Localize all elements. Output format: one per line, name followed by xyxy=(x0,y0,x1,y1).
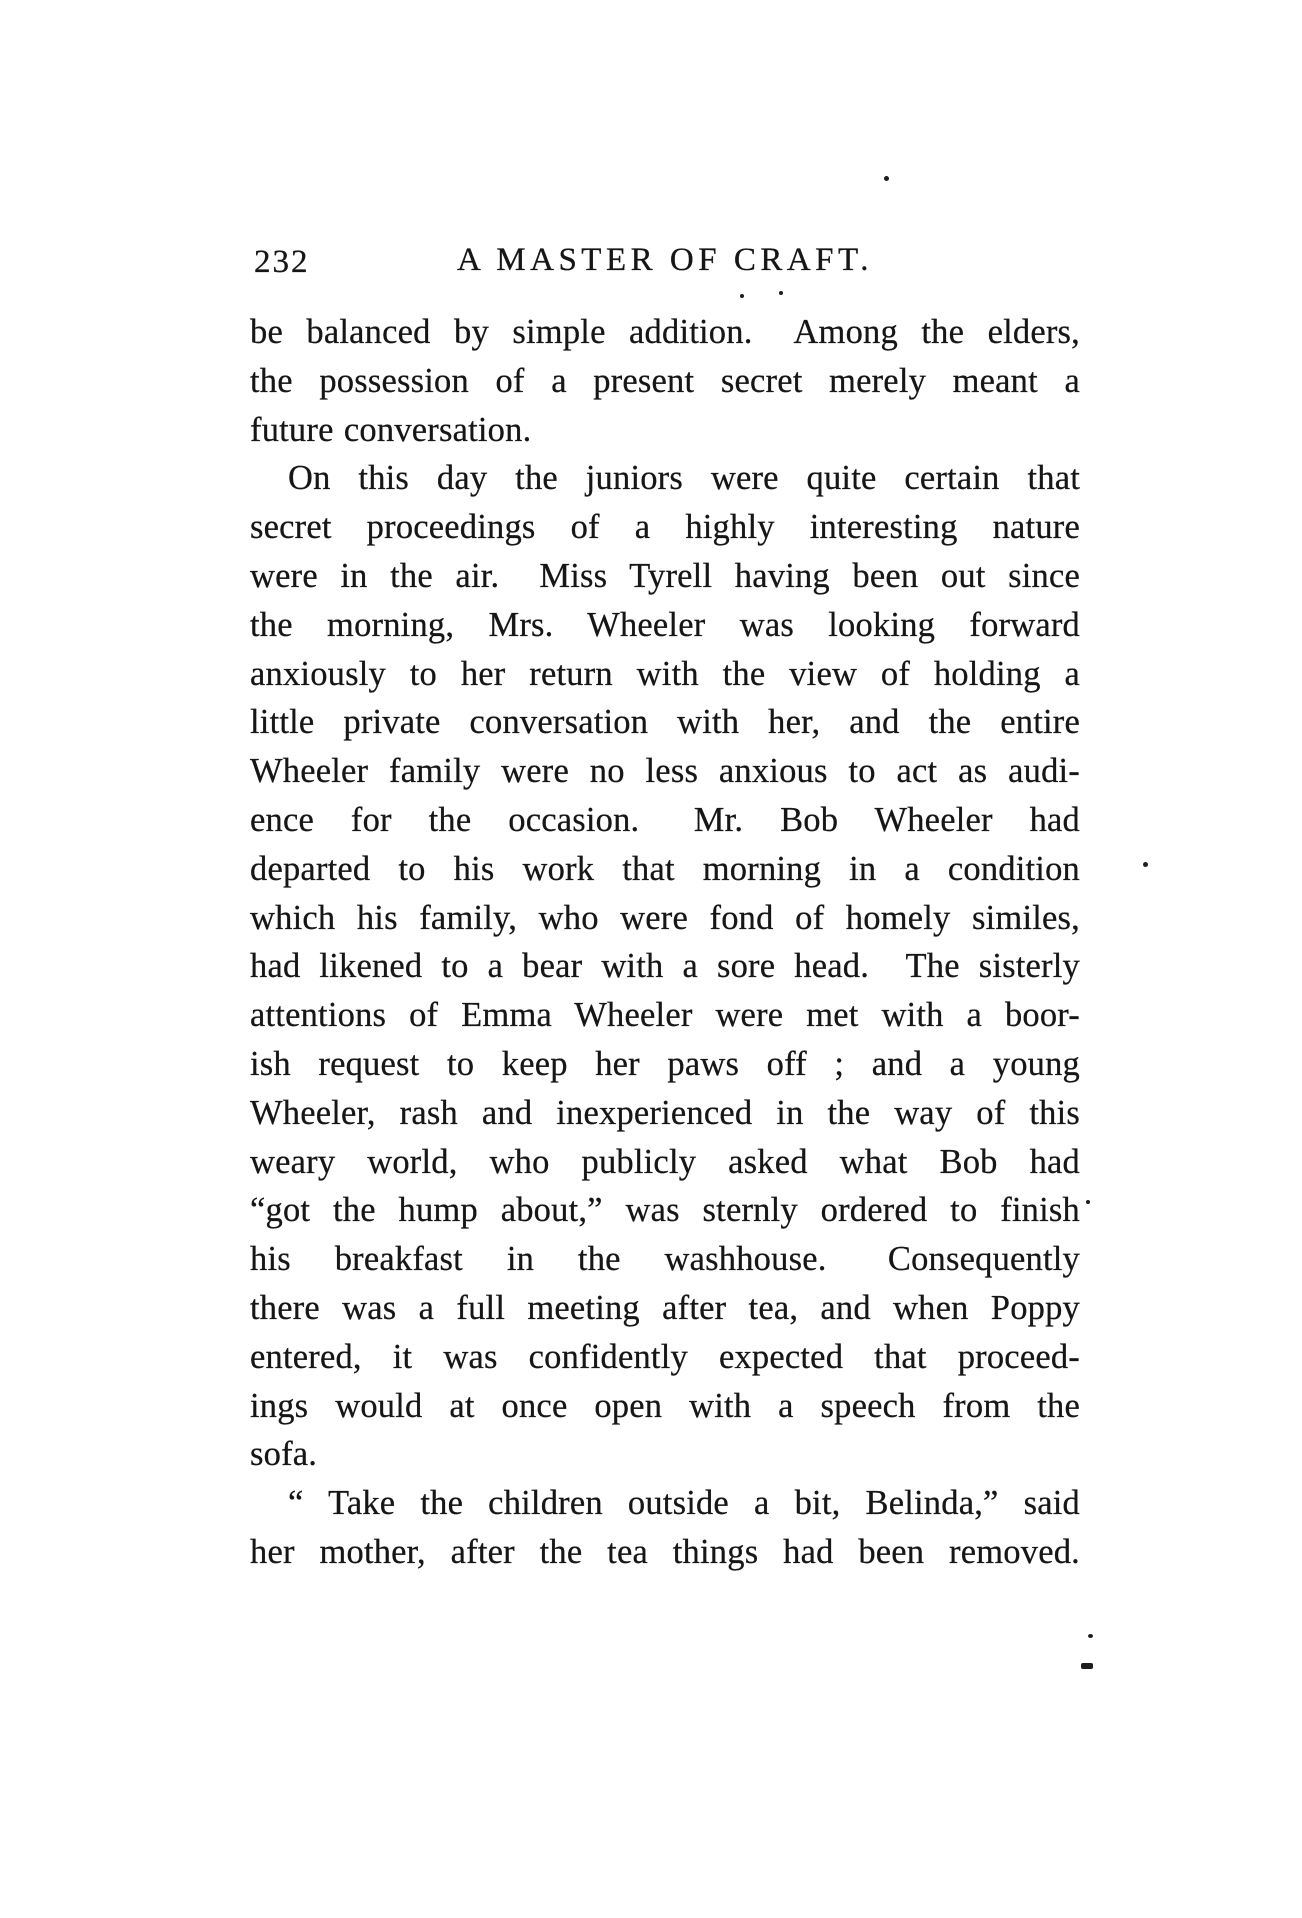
ink-speck xyxy=(779,291,783,295)
text-line: departed to his work that morning in a condition xyxy=(250,849,1080,888)
text-line: anxiously to her return with the view of holding a xyxy=(250,654,1080,693)
text-line: had likened to a bear with a sore head. The sisterly xyxy=(250,947,1080,986)
ink-speck xyxy=(1143,862,1148,867)
text-line: little private conversation with her, and the entire xyxy=(250,703,1080,742)
text-line: the possession of a present secret merely meant a xyxy=(250,361,1080,400)
text-line: entered, it was confidently expected that proceed- xyxy=(250,1337,1080,1376)
text-line: which his family, who were fond of homely similes, xyxy=(250,898,1080,937)
text-line: sofa. xyxy=(250,1435,318,1474)
text-line: ish request to keep her paws off ; and a young xyxy=(250,1044,1080,1083)
text-line: were in the air. Miss Tyrell having been out since xyxy=(250,556,1080,595)
text-line: Wheeler, rash and inexperienced in the way of this xyxy=(250,1093,1080,1132)
text-line: “ Take the children outside a bit, Belinda,” said xyxy=(288,1484,1080,1523)
text-line: weary world, who publicly asked what Bob had xyxy=(250,1142,1080,1181)
text-line: future conversation. xyxy=(250,410,532,449)
ink-speck xyxy=(1081,1663,1093,1669)
text-block xyxy=(250,236,1080,1577)
ink-speck xyxy=(1088,1634,1093,1638)
text-line: attentions of Emma Wheeler were met with a boor- xyxy=(250,996,1080,1035)
text-line: Wheeler family were no less anxious to act as audi- xyxy=(250,752,1080,791)
ink-speck xyxy=(884,176,889,181)
running-header xyxy=(250,236,1080,288)
text-line: “got the hump about,” was sternly ordered to finish xyxy=(250,1191,1080,1230)
text-line: secret proceedings of a highly interesting nature xyxy=(250,508,1080,547)
ink-speck xyxy=(740,294,744,298)
text-line: her mother, after the tea things had been removed. xyxy=(250,1532,1080,1571)
text-line: On this day the juniors were quite certain that xyxy=(288,459,1080,498)
body-lines xyxy=(250,308,1080,1577)
text-line: the morning, Mrs. Wheeler was looking forward xyxy=(250,605,1080,644)
text-line: ings would at once open with a speech from the xyxy=(250,1386,1080,1425)
text-line: his breakfast in the washhouse. Consequently xyxy=(250,1240,1080,1279)
ink-speck xyxy=(1086,1200,1090,1204)
text-line: there was a full meeting after tea, and when Poppy xyxy=(250,1288,1080,1327)
page-title: A MASTER OF CRAFT. xyxy=(457,242,873,278)
page-number: 232 xyxy=(254,244,310,280)
text-line: ence for the occasion. Mr. Bob Wheeler had xyxy=(250,800,1080,839)
text-line: be balanced by simple addition. Among the elders, xyxy=(250,313,1080,351)
